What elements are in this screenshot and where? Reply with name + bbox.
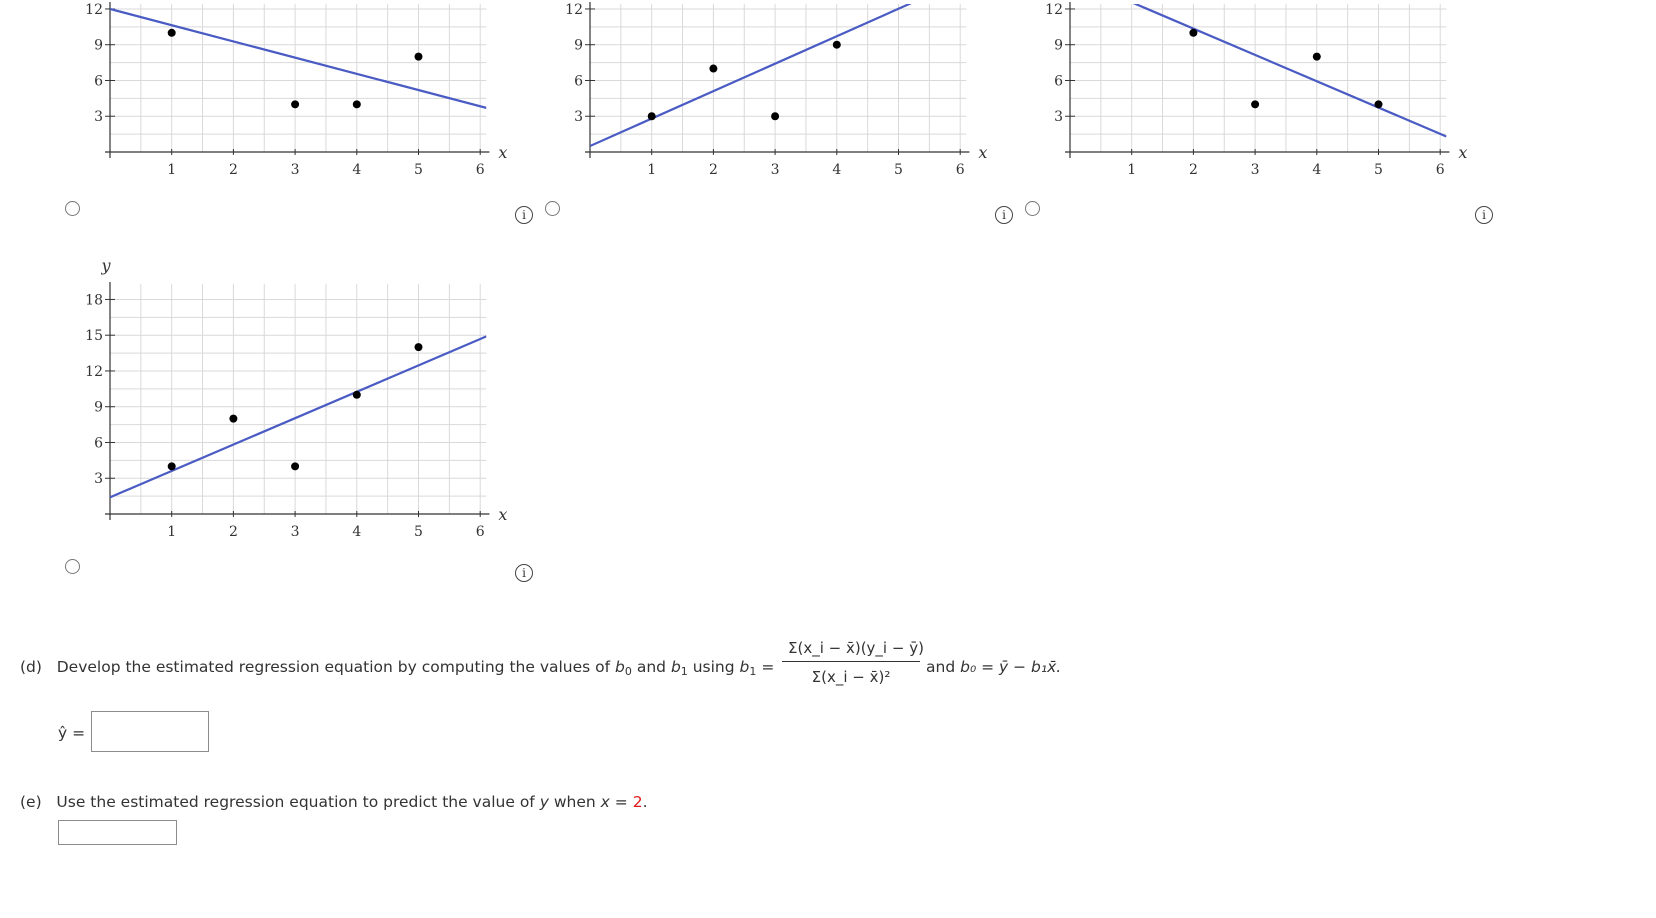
period: . [642, 793, 648, 811]
x-axis-label: x [978, 143, 988, 162]
x-tick-label: 3 [290, 524, 300, 540]
b1-formula-fraction [782, 639, 924, 686]
y-tick-label: 3 [574, 109, 583, 126]
y-tick-label: 9 [94, 37, 103, 54]
x-tick-label: 4 [352, 524, 362, 540]
y-tick-label: 3 [1054, 109, 1063, 126]
info-icon[interactable]: i [1475, 206, 1493, 224]
x-tick-label: 2 [228, 524, 238, 540]
data-point [1375, 100, 1383, 108]
y-symbol: y [539, 793, 549, 811]
graph-option-d [60, 250, 530, 550]
data-point [709, 65, 717, 73]
x-tick-label: 6 [955, 162, 965, 178]
equals-sign: = [761, 658, 775, 676]
info-icon[interactable]: i [515, 206, 533, 224]
fraction-numerator: Σ(x_i − x̄)(y_i − ȳ) [782, 639, 920, 662]
x-tick-label: 5 [894, 162, 903, 178]
x-tick-label: 6 [475, 162, 485, 178]
info-icon[interactable]: i [995, 206, 1013, 224]
b1-sub: 1 [680, 665, 688, 678]
data-point [415, 53, 423, 61]
data-point [1189, 29, 1197, 37]
part-d-question [20, 658, 774, 678]
x-tick-label: 3 [290, 162, 300, 178]
b0-sub: 0 [624, 665, 632, 678]
y-tick-label: 18 [85, 292, 103, 309]
y-tick-label: 15 [85, 328, 103, 345]
x-tick-label: 1 [1127, 162, 1137, 178]
x-tick-label: 6 [475, 524, 485, 540]
and-text: and [636, 658, 666, 676]
y-tick-label: 6 [94, 435, 103, 452]
y-tick-label: 6 [574, 73, 583, 90]
y-tick-label: 12 [85, 363, 103, 380]
b0-symbol: b [615, 658, 625, 676]
x-tick-label: 1 [167, 524, 177, 540]
part-d-label: (d) [20, 658, 42, 676]
x-tick-label: 5 [1374, 162, 1383, 178]
b0-formula-text: b₀ = ȳ − b₁x̄. [960, 658, 1062, 676]
part-e-question [20, 793, 648, 811]
data-point [168, 29, 176, 37]
part-e-label: (e) [20, 793, 42, 811]
x-axis-label: x [1458, 143, 1468, 162]
data-point [1313, 53, 1321, 61]
radio-option-a[interactable] [65, 201, 80, 216]
data-point [353, 391, 361, 399]
yhat-label: ŷ = [58, 724, 86, 742]
x-axis-label: x [498, 143, 508, 162]
y-tick-label: 12 [565, 1, 583, 18]
equals-sign-e: = [614, 793, 628, 811]
b1-eq-sub: 1 [749, 665, 757, 678]
y-tick-label: 3 [94, 109, 103, 126]
data-point [291, 462, 299, 470]
when-text: when [553, 793, 596, 811]
b0-formula [926, 658, 1061, 676]
data-point [415, 343, 423, 351]
y-tick-label: 12 [85, 1, 103, 18]
data-point [648, 112, 656, 120]
x-tick-label: 5 [414, 162, 423, 178]
x-tick-label: 1 [647, 162, 657, 178]
x-tick-label: 2 [1188, 162, 1198, 178]
regression-line [110, 9, 486, 108]
y-tick-label: 6 [94, 73, 103, 90]
y-tick-label: 12 [1045, 1, 1063, 18]
and-text-2: and [926, 658, 956, 676]
y-tick-label: 9 [1054, 37, 1063, 54]
x-tick-label: 6 [1435, 162, 1445, 178]
x-symbol: x [600, 793, 610, 811]
graph-option-c [1020, 0, 1490, 185]
x-tick-label: 2 [708, 162, 718, 178]
y-axis-label: y [101, 256, 111, 275]
data-point [1251, 100, 1259, 108]
using-text: using [692, 658, 735, 676]
x-tick-label: 2 [228, 162, 238, 178]
x-tick-label: 1 [167, 162, 177, 178]
x-tick-label: 4 [1312, 162, 1322, 178]
data-point [771, 112, 779, 120]
graph-option-a [60, 0, 530, 185]
radio-option-d[interactable] [65, 559, 80, 574]
regression-line [110, 336, 486, 497]
prediction-input[interactable] [58, 820, 177, 845]
b1-symbol: b [670, 658, 681, 676]
part-e-text: Use the estimated regression equation to predict the value of [56, 793, 535, 811]
x-tick-label: 4 [352, 162, 362, 178]
info-icon[interactable]: i [515, 564, 533, 582]
x-tick-label: 3 [1250, 162, 1260, 178]
x-tick-label: 4 [832, 162, 842, 178]
data-point [833, 41, 841, 49]
y-tick-label: 9 [94, 399, 103, 416]
x-axis-label: x [498, 505, 508, 524]
radio-option-c[interactable] [1025, 201, 1040, 216]
data-point [168, 462, 176, 470]
data-point [229, 415, 237, 423]
b1-eq-symbol: b [739, 658, 750, 676]
x-tick-label: 5 [414, 524, 423, 540]
y-tick-label: 3 [94, 471, 103, 488]
data-point [353, 100, 361, 108]
x-tick-label: 3 [770, 162, 780, 178]
graph-option-b [540, 0, 1010, 185]
data-point [291, 100, 299, 108]
x-value: 2 [632, 793, 643, 811]
fraction-denominator: Σ(x_i − x̄)² [811, 668, 891, 686]
y-tick-label: 6 [1054, 73, 1063, 90]
y-tick-label: 9 [574, 37, 583, 54]
radio-option-b[interactable] [545, 201, 560, 216]
regression-line [590, 0, 936, 146]
part-d-text: Develop the estimated regression equation by computing the values of [56, 658, 611, 676]
yhat-input[interactable] [91, 711, 209, 752]
